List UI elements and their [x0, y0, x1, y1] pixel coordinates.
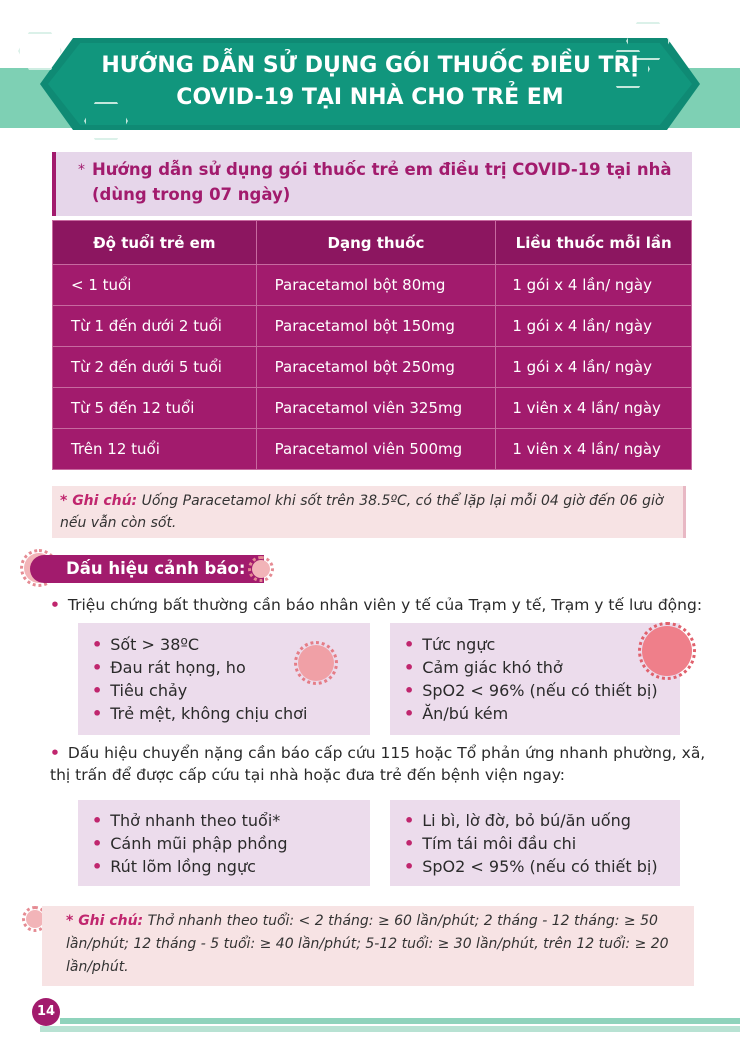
- note-label: * Ghi chú:: [60, 493, 138, 509]
- severe-list: [404, 809, 680, 878]
- table-cell: 1 gói x 4 lần/ ngày: [496, 265, 692, 306]
- table-cell: < 1 tuổi: [53, 265, 257, 306]
- bullet-icon: •: [404, 704, 415, 723]
- dosage-note: [52, 486, 686, 538]
- symptom-text: Tiêu chảy: [110, 681, 188, 700]
- table-cell: Từ 2 đến dưới 5 tuổi: [53, 347, 257, 388]
- table-row: [53, 429, 692, 470]
- bullet-icon: •: [404, 811, 415, 830]
- footer-stripe: [40, 1026, 740, 1032]
- virus-icon: [252, 560, 270, 578]
- list-item: [92, 702, 370, 725]
- symptom-text: Rút lõm lồng ngực: [110, 857, 256, 876]
- table-cell: Paracetamol bột 150mg: [256, 306, 496, 347]
- bullet-icon: •: [404, 658, 415, 677]
- symptom-text: Trẻ mệt, không chịu chơi: [110, 704, 308, 723]
- warning-intro-1: [50, 594, 710, 616]
- severe-box-right: [390, 800, 680, 886]
- table-cell: Trên 12 tuổi: [53, 429, 257, 470]
- table-cell: Từ 5 đến 12 tuổi: [53, 388, 257, 429]
- column-header: Liều thuốc mỗi lần: [496, 221, 692, 265]
- bullet-icon: •: [92, 704, 103, 723]
- warning-intro-2: [50, 742, 710, 786]
- table-cell: 1 gói x 4 lần/ ngày: [496, 347, 692, 388]
- list-item: [404, 832, 680, 855]
- asterisk-icon: *: [78, 162, 85, 178]
- symptom-text: Cảm giác khó thở: [422, 658, 563, 677]
- symptom-text: SpO2 < 96% (nếu có thiết bị): [422, 681, 658, 700]
- list-item: [92, 809, 370, 832]
- bullet-icon: •: [92, 811, 103, 830]
- section-heading: [52, 152, 692, 216]
- breathing-note: [42, 906, 694, 986]
- table-row: [53, 306, 692, 347]
- list-item: [92, 855, 370, 878]
- severe-list: [92, 809, 370, 878]
- page-title: [70, 50, 670, 114]
- bullet-icon: •: [50, 596, 60, 614]
- table-row: [53, 265, 692, 306]
- symptom-text: Tím tái môi đầu chi: [422, 834, 577, 853]
- bullet-icon: •: [92, 834, 103, 853]
- table-cell: 1 viên x 4 lần/ ngày: [496, 388, 692, 429]
- symptom-text: Cánh mũi phập phồng: [110, 834, 288, 853]
- intro-text: Dấu hiệu chuyển nặng cần báo cấp cứu 115 hoặc Tổ phản ứng nhanh phường, xã, thị trấn để được cấp cứu tại nhà hoặc đưa trẻ đến bệnh viện ngay:: [50, 744, 706, 784]
- table-cell: Paracetamol viên 325mg: [256, 388, 496, 429]
- symptom-text: Tức ngực: [422, 635, 496, 654]
- warning-heading: Dấu hiệu cảnh báo:: [30, 555, 264, 583]
- bullet-icon: •: [92, 857, 103, 876]
- bullet-icon: •: [50, 744, 60, 762]
- page-number: 14: [32, 998, 60, 1026]
- bullet-icon: •: [404, 681, 415, 700]
- symptom-text: Thở nhanh theo tuổi*: [110, 811, 281, 830]
- symptom-box-right: [390, 623, 680, 735]
- symptom-text: Ăn/bú kém: [422, 704, 509, 723]
- symptom-text: SpO2 < 95% (nếu có thiết bị): [422, 857, 658, 876]
- title-line-2: COVID-19 TẠI NHÀ CHO TRẺ EM: [176, 85, 564, 110]
- table-row: [53, 347, 692, 388]
- list-item: [404, 702, 680, 725]
- note-text: Uống Paracetamol khi sốt trên 38.5ºC, có thể lặp lại mỗi 04 giờ đến 06 giờ nếu vẫn còn sốt.: [60, 493, 664, 531]
- table-cell: Từ 1 đến dưới 2 tuổi: [53, 306, 257, 347]
- table-cell: 1 gói x 4 lần/ ngày: [496, 306, 692, 347]
- bullet-icon: •: [404, 635, 415, 654]
- dosage-table: [52, 220, 692, 470]
- footer-stripe: [60, 1018, 740, 1024]
- section-title: Hướng dẫn sử dụng gói thuốc trẻ em điều trị COVID-19 tại nhà (dùng trong 07 ngày): [92, 160, 672, 204]
- bullet-icon: •: [92, 658, 103, 677]
- table-cell: 1 viên x 4 lần/ ngày: [496, 429, 692, 470]
- table-header-row: [53, 221, 692, 265]
- symptom-text: Sốt > 38ºC: [110, 635, 200, 654]
- symptom-text: Đau rát họng, ho: [110, 658, 246, 677]
- list-item: [92, 832, 370, 855]
- note-text: Thở nhanh theo tuổi: < 2 tháng: ≥ 60 lần/phút; 2 tháng - 12 tháng: ≥ 50 lần/phút; 12 tháng - 5 tuổi: ≥ 40 lần/phút; 5-12 tuổi: ≥ 30 lần/phút, trên 12 tuổi: ≥ 20 lần/phút.: [66, 913, 669, 975]
- table-cell: Paracetamol bột 250mg: [256, 347, 496, 388]
- table-cell: Paracetamol viên 500mg: [256, 429, 496, 470]
- column-header: Độ tuổi trẻ em: [53, 221, 257, 265]
- severe-box-left: [78, 800, 370, 886]
- bullet-icon: •: [92, 681, 103, 700]
- table-cell: Paracetamol bột 80mg: [256, 265, 496, 306]
- header-banner: [0, 30, 740, 135]
- list-item: [92, 679, 370, 702]
- list-item: [404, 855, 680, 878]
- title-line-1: HƯỚNG DẪN SỬ DỤNG GÓI THUỐC ĐIỀU TRỊ: [101, 53, 639, 78]
- symptom-text: Li bì, lờ đờ, bỏ bú/ăn uống: [422, 811, 631, 830]
- note-label: * Ghi chú:: [66, 913, 144, 929]
- virus-icon: [298, 645, 334, 681]
- column-header: Dạng thuốc: [256, 221, 496, 265]
- bullet-icon: •: [92, 635, 103, 654]
- intro-text: Triệu chứng bất thường cần báo nhân viên y tế của Trạm y tế, Trạm y tế lưu động:: [67, 596, 703, 614]
- table-row: [53, 388, 692, 429]
- virus-icon: [642, 626, 692, 676]
- bullet-icon: •: [404, 857, 415, 876]
- list-item: [404, 679, 680, 702]
- bullet-icon: •: [404, 834, 415, 853]
- list-item: [404, 809, 680, 832]
